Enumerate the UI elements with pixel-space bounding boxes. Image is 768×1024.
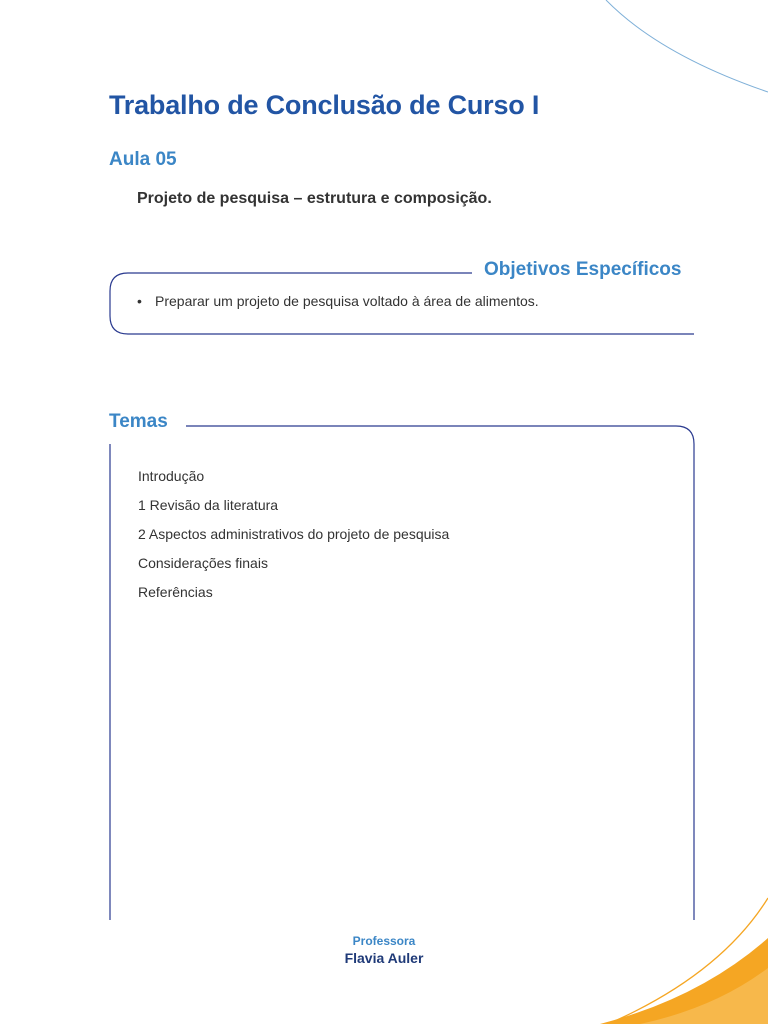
lesson-subtitle: Projeto de pesquisa – estrutura e composição. bbox=[137, 190, 492, 207]
professor-name: Flavia Auler bbox=[344, 950, 424, 966]
objective-item bbox=[137, 293, 539, 309]
topic-item: Introdução bbox=[138, 468, 205, 484]
footer bbox=[0, 933, 768, 967]
topics-list bbox=[138, 466, 449, 611]
objective-text: Preparar um projeto de pesquisa voltado à área de alimentos. bbox=[155, 293, 539, 309]
topic-item: Considerações finais bbox=[138, 555, 268, 571]
objectives-list bbox=[137, 293, 539, 309]
bullet-icon: • bbox=[137, 293, 142, 309]
top-right-swoosh bbox=[606, 0, 768, 92]
topics-heading: Temas bbox=[109, 411, 168, 432]
lesson-label: Aula 05 bbox=[109, 149, 177, 170]
professor-role: Professora bbox=[352, 934, 416, 948]
topic-item: 1 Revisão da literatura bbox=[138, 497, 279, 513]
topic-item: 2 Aspectos administrativos do projeto de pesquisa bbox=[138, 526, 450, 542]
topic-item: Referências bbox=[138, 584, 213, 600]
objectives-heading: Objetivos Específicos bbox=[484, 259, 682, 280]
course-title: Trabalho de Conclusão de Curso I bbox=[109, 90, 540, 120]
